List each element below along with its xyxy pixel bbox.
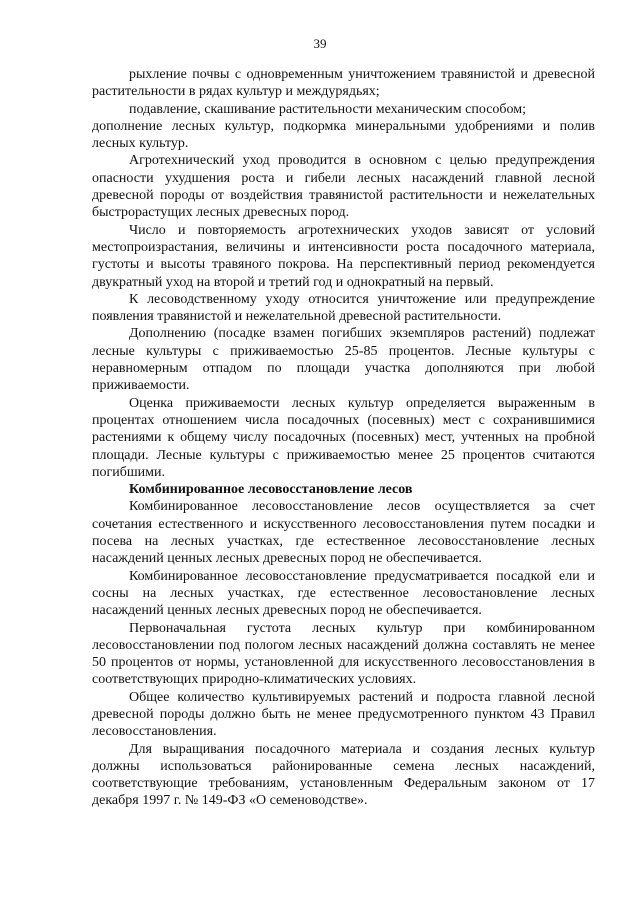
paragraph: К лесоводственному уходу относится уничтожение или предупреждение появления травянистой и нежелательной древесной растительности. [92, 291, 595, 325]
paragraph: Оценка приживаемости лесных культур определяется выраженным в процентах отношением числа посадочных (посевных) мест с сохранившимися растениями к общему числу посадочных (посевных) мест, учтенных на пробной площади. Лесные культуры с приживаемостью менее 25 процентов считаются погибшими. [92, 395, 595, 480]
paragraph: Число и повторяемость агротехнических уходов зависят от условий местопроизрастания, величины и интенсивности роста посадочного материала, густоты и высоты травяного покрова. На перспективный период рекомендуется двукратный уход на второй и третий год и однократный на первый. [92, 222, 595, 290]
paragraph: Агротехнический уход проводится в основном с целью предупреждения опасности ухудшения роста и гибели лесных насаждений главной лесной древесной породы от воздействия травянистой растительности и нежелательных быстрорастущих лесных древесных пород. [92, 153, 595, 221]
paragraph: Комбинированное лесовосстановление предусматривается посадкой ели и сосны на лесных участках, где естественное лесовостановление лесных насаждений ценных лесных древесных пород не обеспечивается. [92, 568, 595, 619]
paragraph: Дополнению (посадке взамен погибших экземпляров растений) подлежат лесные культуры с приживаемостью 25-85 процентов. Лесные культуры с неравномерным отпадом по площади участка дополняются при любой приживаемости. [92, 326, 595, 394]
paragraph: Комбинированное лесовосстановление лесов осуществляется за счет сочетания естественного и искусственного лесовосстановления путем посадки и посева на лесных участках, где естественное лесовосстановление лесных насаждений ценных лесных древесных пород не обеспечивается. [92, 499, 595, 567]
paragraph: Первоначальная густота лесных культур при комбинированном лесовосстановлении под пологом лесных насаждений должна составлять не менее 50 процентов от нормы, установленной для искусственного лесовосстановления в соответствующих природно-климатических условиях. [92, 620, 595, 688]
paragraph: подавление, скашивание растительности механическим способом; [129, 101, 527, 117]
paragraph: Для выращивания посадочного материала и создания лесных культур должны использоваться районированные семена лесных насаждений, соответствующие требованиям, установленным Федеральным законом от 17 декабря 1997 г. № 149-ФЗ «О семеноводстве». [92, 741, 595, 809]
page-number: 39 [313, 36, 327, 51]
paragraph: дополнение лесных культур, подкормка минеральными удобрениями и полив лесных культур. [92, 118, 595, 152]
paragraph: Общее количество культивируемых растений и подроста главной лесной древесной породы должно быть не менее предусмотренного пунктом 43 Правил лесовосстановления. [92, 689, 595, 740]
document-body [92, 66, 595, 810]
paragraph: рыхление почвы с одновременным уничтожением травянистой и древесной растительности в рядах культур и междурядьях; [92, 67, 595, 100]
section-heading: Комбинированное лесовосстановление лесов [129, 482, 413, 498]
